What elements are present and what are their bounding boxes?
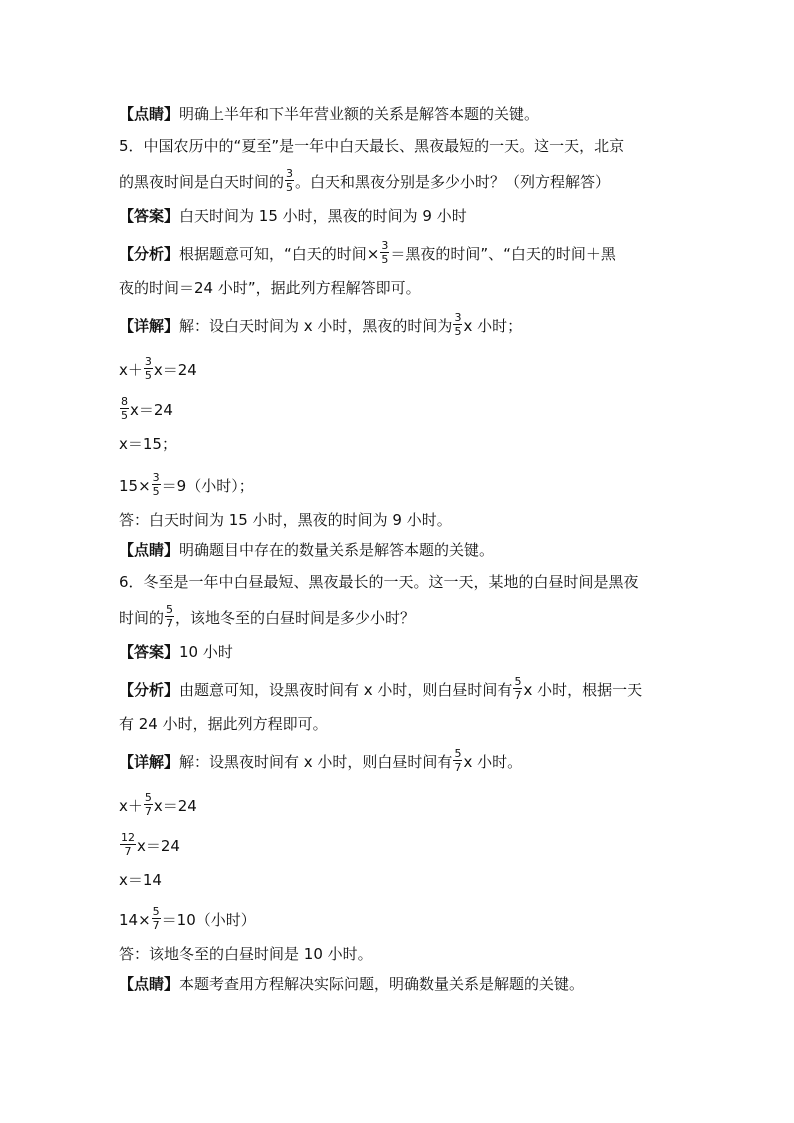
fraction-5-7: $\frac{5}{7}$	[454, 747, 462, 774]
fraction-3-5: $\frac{3}{5}$	[454, 311, 462, 338]
analysis-text: x 小时，根据一天	[523, 681, 643, 699]
answer-label: 【答案】	[119, 207, 180, 225]
final-answer-text: 答：该地冬至的白昼时间是 10 小时。	[119, 945, 373, 963]
equation-part: 15×	[119, 477, 151, 495]
analysis-5-line-1	[119, 239, 616, 267]
fraction-5-7: $\frac{5}{7}$	[144, 791, 152, 818]
dianjing-3	[119, 974, 584, 994]
equation-part: x＝15；	[119, 435, 177, 453]
question-text: 。白天和黑夜分别是多少小时？（列方程解答）	[295, 173, 611, 191]
analysis-6-line-1	[119, 675, 643, 703]
equation-part: x＋	[119, 797, 143, 815]
dianjing-1	[119, 104, 539, 124]
answer-6	[119, 642, 233, 662]
analysis-label: 【分析】	[119, 681, 180, 699]
fraction-5-7: $\frac{5}{7}$	[514, 675, 522, 702]
final-answer-6	[119, 944, 373, 964]
question-number: 5．	[119, 137, 144, 155]
answer-text: 10 小时	[179, 643, 233, 661]
equation-6-4	[119, 905, 256, 933]
question-6-line-2	[119, 603, 416, 631]
analysis-text: 由题意可知，设黑夜时间有 x 小时，则白昼时间有	[179, 681, 513, 699]
fraction-3-5: $\frac{3}{5}$	[144, 355, 152, 382]
detail-text: 解：设白天时间为 x 小时，黑夜的时间为	[179, 317, 453, 335]
equation-part: x＝24	[153, 361, 197, 379]
dianjing-label: 【点睛】	[119, 975, 180, 993]
final-answer-text: 答：白天时间为 15 小时，黑夜的时间为 9 小时。	[119, 511, 452, 529]
equation-part: ＝10（小时）	[161, 911, 256, 929]
analysis-6-line-2	[119, 714, 328, 734]
equation-part: x＝24	[153, 797, 197, 815]
fraction-8-5: $\frac{8}{5}$	[121, 395, 128, 422]
answer-text: 白天时间为 15 小时，黑夜的时间为 9 小时	[179, 207, 467, 225]
fraction-12-7: $\frac{12}{7}$	[121, 831, 135, 858]
equation-6-2	[119, 831, 180, 859]
dianjing-2	[119, 540, 494, 560]
analysis-text: 根据题意可知，“白天的时间×	[179, 245, 380, 263]
analysis-5-line-2	[119, 278, 421, 298]
fraction-5-7: $\frac{5}{7}$	[166, 603, 174, 630]
detail-label: 【详解】	[119, 317, 180, 335]
question-text: 的黑夜时间是白天时间的	[119, 173, 285, 191]
question-text: 中国农历中的“夏至”是一年中白天最长、黑夜最短的一天。这一天，北京	[143, 137, 625, 155]
question-5-line-2	[119, 167, 611, 195]
analysis-text: ＝黑夜的时间”、“白天的时间＋黑	[390, 245, 616, 263]
equation-part: 14×	[119, 911, 151, 929]
equation-5-3	[119, 434, 177, 454]
equation-part: x＝24	[137, 837, 180, 855]
dianjing-text: 本题考查用方程解决实际问题，明确数量关系是解题的关键。	[179, 975, 585, 993]
equation-6-3	[119, 870, 162, 890]
detail-text: x 小时；	[463, 317, 523, 335]
question-text: 时间的	[119, 609, 165, 627]
fraction-5-7: $\frac{5}{7}$	[152, 905, 160, 932]
dianjing-text: 明确上半年和下半年营业额的关系是解答本题的关键。	[179, 105, 540, 123]
analysis-label: 【分析】	[119, 245, 180, 263]
question-text: 冬至是一年中白昼最短、黑夜最长的一天。这一天，某地的白昼时间是黑夜	[143, 573, 639, 591]
equation-part: x＝24	[130, 401, 173, 419]
equation-part: x＋	[119, 361, 143, 379]
fraction-3-5: $\frac{3}{5}$	[152, 471, 160, 498]
fraction-3-5: $\frac{3}{5}$	[286, 167, 294, 194]
question-5-line-1	[119, 136, 624, 156]
dianjing-text: 明确题目中存在的数量关系是解答本题的关键。	[179, 541, 495, 559]
dianjing-label: 【点睛】	[119, 541, 180, 559]
final-answer-5	[119, 510, 452, 530]
equation-6-1	[119, 791, 197, 819]
question-text: ，该地冬至的白昼时间是多少小时？	[175, 609, 416, 627]
fraction-3-5: $\frac{3}{5}$	[381, 239, 389, 266]
dianjing-label: 【点睛】	[119, 105, 180, 123]
equation-5-4	[119, 471, 254, 499]
equation-5-1	[119, 355, 197, 383]
equation-part: x＝14	[119, 871, 162, 889]
question-number: 6．	[119, 573, 144, 591]
detail-text: 解：设黑夜时间有 x 小时，则白昼时间有	[179, 753, 453, 771]
equation-part: ＝9（小时）；	[161, 477, 254, 495]
answer-label: 【答案】	[119, 643, 180, 661]
equation-5-2	[119, 395, 173, 423]
detail-6	[119, 747, 523, 775]
detail-5	[119, 311, 523, 339]
analysis-text: 有 24 小时，据此列方程即可。	[119, 715, 328, 733]
question-6-line-1	[119, 572, 639, 592]
detail-text: x 小时。	[463, 753, 523, 771]
detail-label: 【详解】	[119, 753, 180, 771]
analysis-text: 夜的时间＝24 小时”，据此列方程解答即可。	[119, 279, 421, 297]
answer-5	[119, 206, 467, 226]
